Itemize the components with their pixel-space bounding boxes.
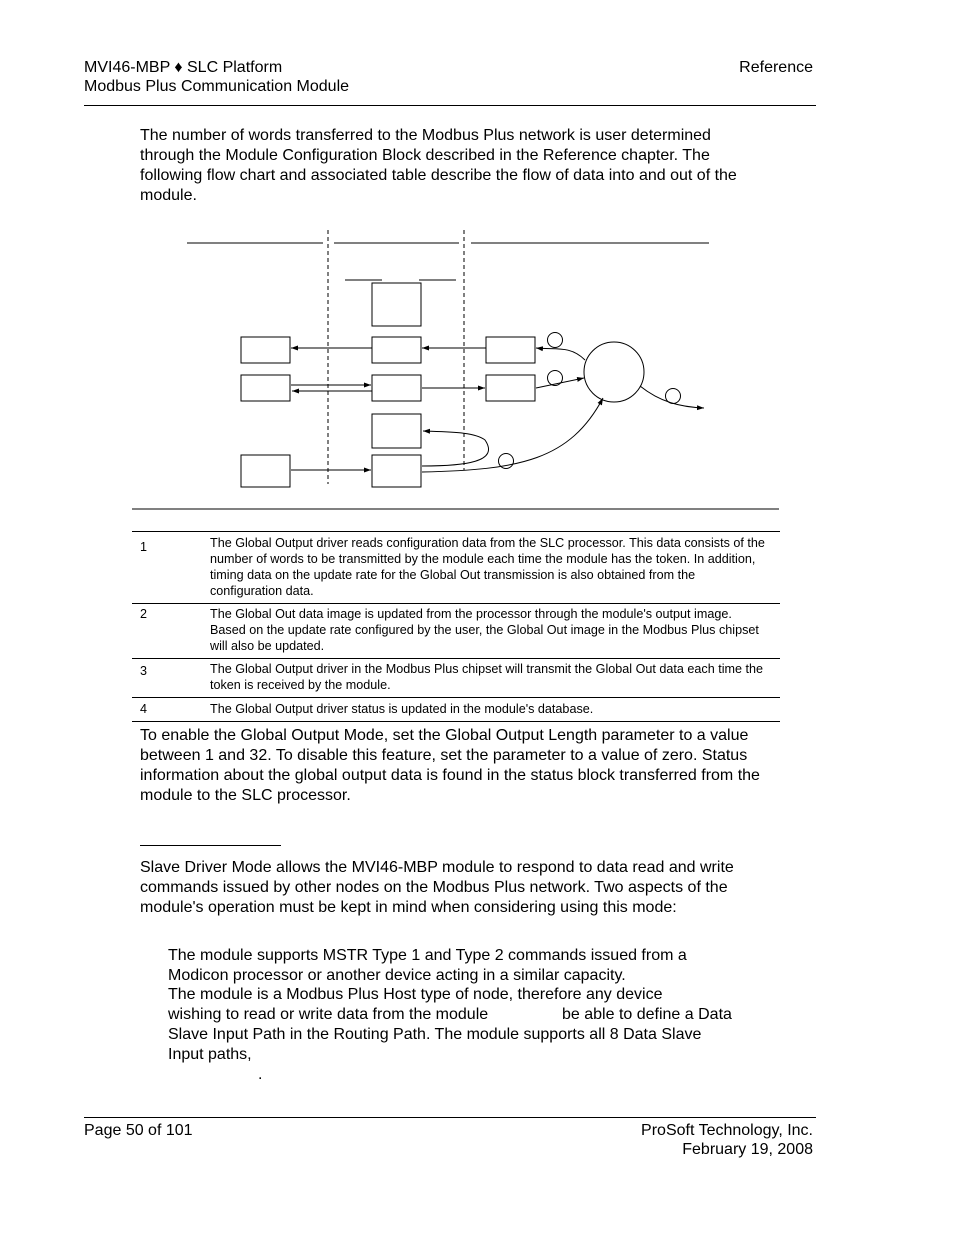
table-row-divider	[132, 697, 780, 698]
bullet-host-node-line2b: be able to define a Data	[562, 1006, 732, 1023]
table-description: The Global Output driver status is updated in the module's database.	[210, 702, 594, 716]
bullet-host-node-line2a: wishing to read or write data from the module	[168, 1006, 489, 1023]
footer-company: ProSoft Technology, Inc.	[641, 1122, 813, 1139]
table-description: The Global Output driver in the Modbus Plus chipset will transmit the Global Out data each time the token is received by the module.	[210, 662, 763, 692]
global-output-paragraph: To enable the Global Output Mode, set the Global Output Length parameter to a value between 1 and 32. To disable this feature, set the parameter to a value of zero. Status information about the global output data is found in the status block transferred from the module to the SLC processor.	[140, 727, 760, 804]
processor-box-config	[241, 455, 290, 487]
bullet-mstr-commands: The module supports MSTR Type 1 and Type 2 commands issued from a Modicon processor or another device acting in a similar capacity.	[168, 947, 687, 984]
slave-driver-paragraph: Slave Driver Mode allows the MVI46-MBP module to respond to data read and write commands issued by other nodes on the Modbus Plus network. Two aspects of the module's operation must be kept in mind when considering using this mode:	[140, 859, 734, 916]
header-module: Modbus Plus Communication Module	[84, 78, 350, 95]
step-circle-4	[548, 333, 563, 348]
module-box-config-store	[372, 414, 421, 448]
table-description: The Global Out data image is updated from the processor through the module's output image. Based on the update rate configured by the user, the Global Out image in the Modbus Plus chipset will also be updated.	[210, 607, 759, 653]
footer-page-number: Page 50 of 101	[84, 1122, 193, 1139]
table-step: 2	[140, 607, 148, 621]
arrow-status-from-network	[536, 348, 585, 360]
chipset-box-status	[486, 337, 535, 363]
intro-paragraph: The number of words transferred to the Modbus Plus network is user determined through the Module Configuration Block described in the Reference chapter. The following flow chart and associated table describe the flow of data into and out of the module.	[140, 127, 737, 204]
table-row-divider	[132, 658, 780, 659]
global-output-flow-diagram	[0, 0, 954, 520]
arrow-config-to-store	[422, 431, 489, 466]
footer-date: February 19, 2008	[682, 1141, 813, 1158]
data-flow-table	[132, 532, 780, 722]
header-product: MVI46-MBP ♦ SLC Platform	[84, 59, 283, 76]
module-box-database	[372, 283, 421, 326]
processor-box-output	[241, 375, 290, 401]
table-bottom-rule	[132, 721, 780, 722]
module-box-output-image	[372, 375, 421, 401]
table-row-divider	[132, 603, 780, 604]
chipset-box-global-out	[486, 375, 535, 401]
table-step: 4	[140, 702, 148, 716]
footer-rule	[84, 1117, 816, 1118]
processor-box-status	[241, 337, 290, 363]
bullet-host-node-line1: The module is a Modbus Plus Host type of node, therefore any device	[168, 986, 663, 1003]
bullet-host-node-line4: Input paths,	[168, 1046, 252, 1063]
modbus-plus-network-node	[584, 342, 644, 402]
header-section: Reference	[739, 59, 813, 76]
bullet-host-node-line3: Slave Input Path in the Routing Path. The module supports all 8 Data Slave	[168, 1026, 702, 1043]
module-box-status	[372, 337, 421, 363]
module-box-config-driver	[372, 455, 421, 487]
table-step: 1	[140, 540, 148, 554]
bullet-host-node-line5: .	[258, 1066, 263, 1083]
section-heading-rule	[140, 845, 281, 846]
table-description: The Global Output driver reads configuration data from the SLC processor. This data consists of the number of words to be transmitted by the module each time the module has the token. In addition, timing data on the update rate for the Global Out transmission is also obtained from the configuration data.	[210, 536, 765, 598]
table-step: 3	[140, 664, 148, 678]
